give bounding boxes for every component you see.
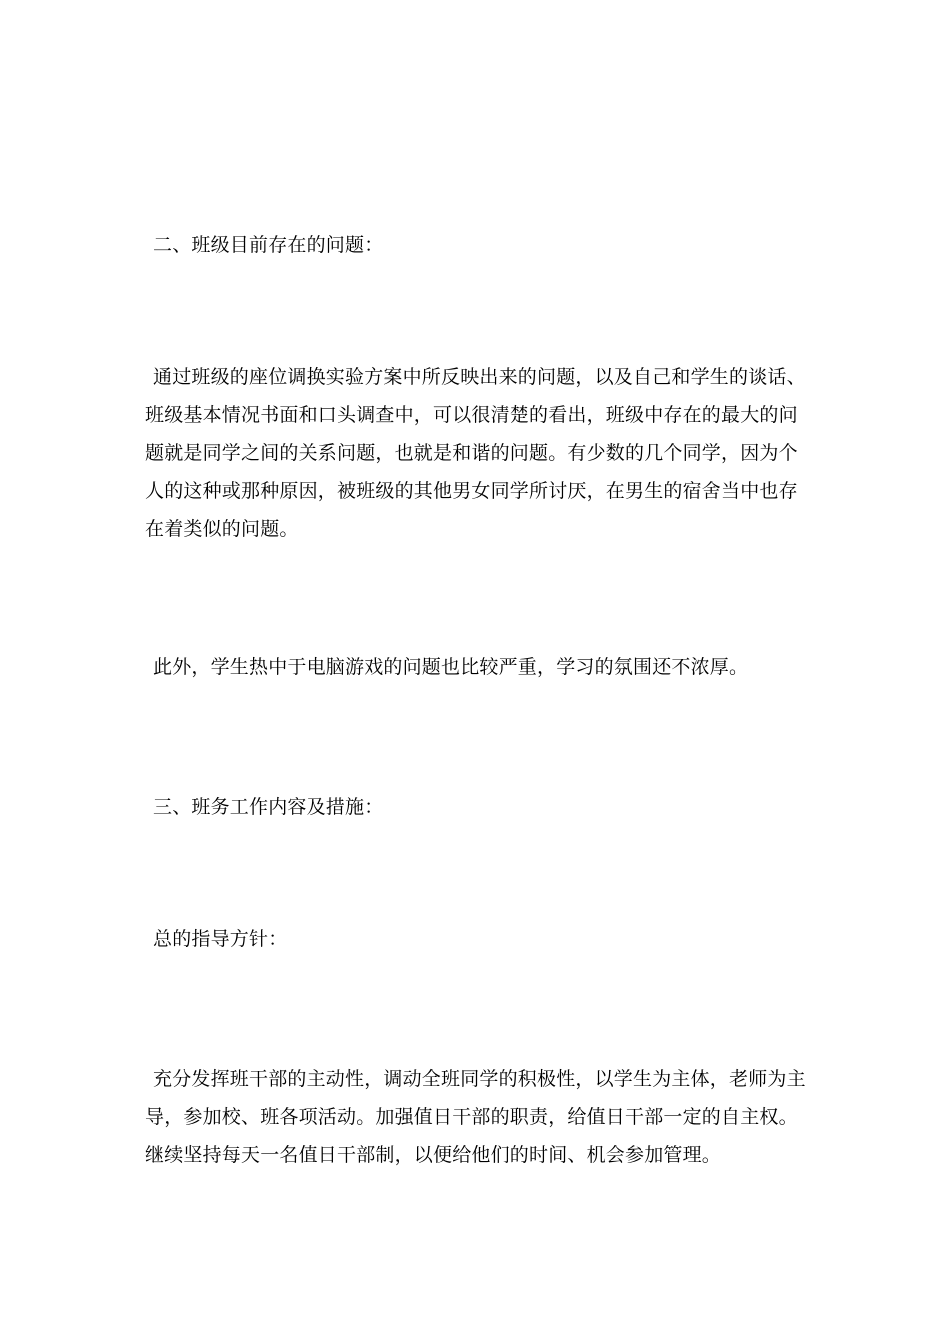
paragraph-computer-games: 此外，学生热中于电脑游戏的问题也比较严重，学习的氛围还不浓厚。 [153, 656, 749, 678]
paragraph-line: 继续坚持每天一名值日干部制，以便给他们的时间、机会参加管理。 [145, 1144, 722, 1166]
paragraph-guideline [145, 1060, 810, 1174]
paragraph-line: 人的这种或那种原因，被班级的其他男女同学所讨厌，在男生的宿舍当中也存 [145, 480, 798, 502]
paragraph-line: 通过班级的座位调换实验方案中所反映出来的问题，以及自己和学生的谈话、 [153, 366, 806, 388]
paragraph-line: 题就是同学之间的关系问题，也就是和谐的问题。有少数的几个同学，因为个 [145, 442, 798, 464]
section-heading-current-problems: 二、班级目前存在的问题： [153, 234, 384, 256]
subheading-guideline: 总的指导方针： [153, 928, 288, 950]
paragraph-line: 在着类似的问题。 [145, 518, 299, 540]
paragraph-class-relationship-problem [145, 358, 810, 548]
paragraph-line: 班级基本情况书面和口头调查中，可以很清楚的看出，班级中存在的最大的问 [145, 404, 798, 426]
paragraph-line: 充分发挥班干部的主动性，调动全班同学的积极性，以学生为主体，老师为主 [153, 1068, 806, 1090]
paragraph-line: 导，参加校、班各项活动。加强值日干部的职责，给值日干部一定的自主权。 [145, 1106, 798, 1128]
section-heading-class-work: 三、班务工作内容及措施： [153, 796, 384, 818]
